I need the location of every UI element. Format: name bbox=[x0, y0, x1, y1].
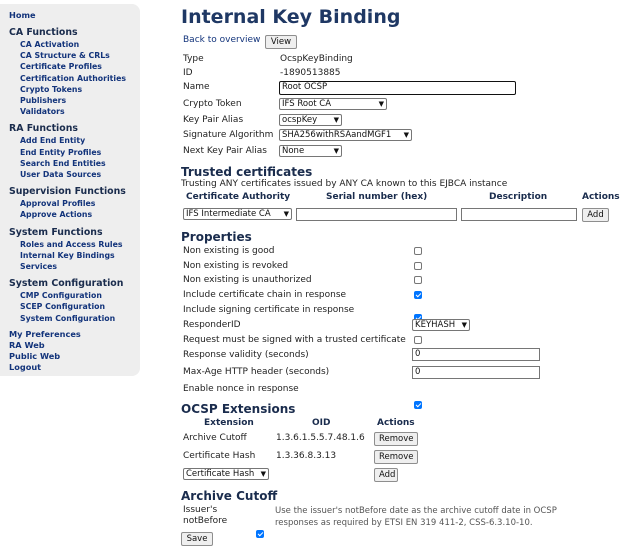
key-pair-alias-select-value: ocspKey bbox=[282, 115, 318, 125]
chevron-down-icon: ▼ bbox=[333, 147, 339, 155]
trusted-add-button[interactable]: Add bbox=[582, 208, 609, 222]
next-key-pair-alias-label: Next Key Pair Alias bbox=[183, 146, 267, 156]
crypto-token-label: Crypto Token bbox=[183, 99, 242, 109]
name-input-value: Root OCSP bbox=[282, 82, 328, 92]
name-label: Name bbox=[183, 82, 210, 92]
enable-nonce-checkbox[interactable] bbox=[414, 401, 422, 409]
view-button[interactable]: View bbox=[265, 35, 297, 49]
crypto-token-select[interactable] bbox=[279, 98, 387, 110]
signature-algorithm-label: Signature Algorithm bbox=[183, 130, 274, 140]
next-key-pair-alias-select[interactable] bbox=[279, 145, 342, 157]
remove-certificate-hash-button[interactable]: Remove bbox=[374, 450, 418, 464]
col-serial-number: Serial number (hex) bbox=[326, 192, 428, 202]
prop-label: Include certificate chain in response bbox=[183, 290, 347, 300]
sidebar-section-ca: CA Functions bbox=[9, 27, 78, 38]
response-validity-label: Response validity (seconds) bbox=[183, 350, 309, 360]
col-oid: OID bbox=[312, 418, 331, 428]
sidebar-item-certificate-profiles[interactable]: Certificate Profiles bbox=[20, 62, 102, 72]
require-trusted-checkbox[interactable] bbox=[414, 336, 422, 344]
sidebar bbox=[0, 4, 140, 376]
include-chain-checkbox[interactable] bbox=[414, 291, 422, 299]
type-label: Type bbox=[183, 54, 204, 64]
trusted-certificates-heading: Trusted certificates bbox=[181, 165, 313, 179]
sidebar-item-services[interactable]: Services bbox=[20, 262, 58, 272]
sidebar-section-system-configuration: System Configuration bbox=[9, 278, 124, 290]
sidebar-item-cmp-configuration[interactable]: CMP Configuration bbox=[20, 291, 102, 301]
sidebar-my-preferences[interactable]: My Preferences bbox=[9, 328, 81, 339]
trusted-description: Trusting ANY certificates issued by ANY CA known to this EJBCA instance bbox=[181, 179, 508, 189]
sidebar-section-system-functions: System Functions bbox=[9, 226, 103, 238]
archive-cutoff-heading: Archive Cutoff bbox=[181, 489, 278, 503]
max-age-input[interactable] bbox=[412, 366, 540, 379]
ocsp-extension-select-value: Certificate Hash bbox=[186, 469, 255, 479]
trusted-ca-select[interactable] bbox=[183, 208, 292, 220]
id-value: -1890513885 bbox=[280, 68, 341, 78]
trusted-description-input[interactable] bbox=[461, 208, 577, 221]
prop-label: Non existing is good bbox=[183, 246, 275, 256]
sidebar-item-publishers[interactable]: Publishers bbox=[20, 96, 67, 106]
responder-id-select[interactable] bbox=[412, 319, 470, 331]
trusted-ca-select-value: IFS Intermediate CA bbox=[186, 209, 271, 219]
response-validity-value: 0 bbox=[415, 349, 421, 359]
back-to-overview-link[interactable]: Back to overview bbox=[183, 35, 261, 45]
chevron-down-icon: ▼ bbox=[283, 210, 289, 218]
sidebar-item-add-end-entity[interactable]: Add End Entity bbox=[20, 136, 86, 146]
prop-label: Non existing is unauthorized bbox=[183, 275, 312, 285]
sidebar-item-approve-actions[interactable]: Approve Actions bbox=[20, 210, 93, 220]
sidebar-item-scep-configuration[interactable]: SCEP Configuration bbox=[20, 302, 106, 312]
prop-label: Include signing certificate in response bbox=[183, 305, 355, 315]
col-extension: Extension bbox=[204, 418, 254, 428]
sidebar-item-crypto-tokens[interactable]: Crypto Tokens bbox=[20, 84, 83, 94]
extension-name: Archive Cutoff bbox=[183, 433, 247, 443]
response-validity-input[interactable] bbox=[412, 348, 540, 361]
key-pair-alias-select[interactable] bbox=[279, 114, 342, 126]
col-description: Description bbox=[489, 192, 548, 202]
sidebar-item-approval-profiles[interactable]: Approval Profiles bbox=[20, 199, 96, 209]
sidebar-section-ra: RA Functions bbox=[9, 123, 78, 135]
max-age-label: Max-Age HTTP header (seconds) bbox=[183, 367, 330, 377]
signature-algorithm-select[interactable] bbox=[279, 129, 412, 141]
ocsp-extension-add-button[interactable]: Add bbox=[374, 468, 398, 482]
signature-algorithm-select-value: SHA256withRSAandMGF1 bbox=[282, 130, 392, 140]
id-label: ID bbox=[183, 68, 193, 78]
col-actions: Actions bbox=[582, 192, 620, 202]
sidebar-public-web[interactable]: Public Web bbox=[9, 350, 61, 361]
save-button[interactable]: Save bbox=[181, 532, 213, 546]
responder-id-select-value: KEYHASH bbox=[415, 320, 456, 330]
chevron-down-icon: ▼ bbox=[333, 116, 339, 124]
extension-name: Certificate Hash bbox=[183, 451, 256, 461]
sidebar-item-user-data-sources[interactable]: User Data Sources bbox=[20, 170, 102, 180]
remove-archive-cutoff-button[interactable]: Remove bbox=[374, 432, 418, 446]
col-ext-actions: Actions bbox=[377, 418, 415, 428]
extension-oid: 1.3.36.8.3.13 bbox=[276, 451, 337, 461]
enable-nonce-label: Enable nonce in response bbox=[183, 384, 299, 394]
sidebar-item-search-end-entities[interactable]: Search End Entities bbox=[20, 158, 106, 168]
next-key-pair-alias-select-value: None bbox=[282, 146, 305, 156]
sidebar-item-validators[interactable]: Validators bbox=[20, 107, 65, 117]
serial-number-input[interactable] bbox=[296, 208, 457, 221]
issuer-notbefore-label-line2: notBefore bbox=[183, 516, 228, 526]
sidebar-item-system-configuration[interactable]: System Configuration bbox=[20, 313, 116, 323]
sidebar-item-ca-activation[interactable]: CA Activation bbox=[20, 40, 80, 49]
sidebar-item-ca-structure[interactable]: CA Structure & CRLs bbox=[20, 51, 110, 61]
sidebar-home[interactable]: Home bbox=[9, 10, 36, 20]
non-existing-revoked-checkbox[interactable] bbox=[414, 262, 422, 270]
col-certificate-authority: Certificate Authority bbox=[186, 192, 291, 202]
issuer-notbefore-checkbox[interactable] bbox=[256, 530, 264, 538]
non-existing-good-checkbox[interactable] bbox=[414, 247, 422, 255]
sidebar-item-end-entity-profiles[interactable]: End Entity Profiles bbox=[20, 147, 102, 157]
name-input[interactable] bbox=[279, 81, 516, 95]
sidebar-section-supervision: Supervision Functions bbox=[9, 186, 126, 198]
non-existing-unauthorized-checkbox[interactable] bbox=[414, 276, 422, 284]
max-age-value: 0 bbox=[415, 367, 421, 377]
issuer-notbefore-label-line1: Issuer's bbox=[183, 505, 218, 515]
sidebar-item-roles[interactable]: Roles and Access Rules bbox=[20, 239, 123, 249]
page-title: Internal Key Binding bbox=[181, 6, 401, 28]
archive-cutoff-note-line2: responses as required by ETSI EN 319 411-2, CSS-6.3.10-10. bbox=[275, 518, 533, 528]
prop-label: Non existing is revoked bbox=[183, 261, 289, 271]
archive-cutoff-note-line1: Use the issuer's notBefore date as the archive cutoff date in OCSP bbox=[275, 506, 557, 516]
properties-heading: Properties bbox=[181, 230, 252, 244]
sidebar-item-certification-authorities[interactable]: Certification Authorities bbox=[20, 73, 127, 83]
responder-id-label: ResponderID bbox=[183, 320, 241, 330]
chevron-down-icon: ▼ bbox=[260, 470, 266, 478]
extension-oid: 1.3.6.1.5.5.7.48.1.6 bbox=[276, 433, 365, 443]
crypto-token-select-value: IFS Root CA bbox=[282, 99, 332, 109]
ocsp-extension-select[interactable] bbox=[183, 468, 269, 480]
require-trusted-label: Request must be signed with a trusted certificate bbox=[183, 335, 406, 345]
key-pair-alias-label: Key Pair Alias bbox=[183, 115, 244, 125]
sidebar-item-internal-key-bindings[interactable]: Internal Key Bindings bbox=[20, 250, 115, 260]
chevron-down-icon: ▼ bbox=[378, 100, 384, 108]
ocsp-extensions-heading: OCSP Extensions bbox=[181, 402, 296, 416]
chevron-down-icon: ▼ bbox=[403, 131, 409, 139]
type-value: OcspKeyBinding bbox=[280, 54, 353, 64]
sidebar-logout[interactable]: Logout bbox=[9, 361, 42, 372]
sidebar-ra-web[interactable]: RA Web bbox=[9, 339, 45, 350]
chevron-down-icon: ▼ bbox=[461, 321, 467, 329]
